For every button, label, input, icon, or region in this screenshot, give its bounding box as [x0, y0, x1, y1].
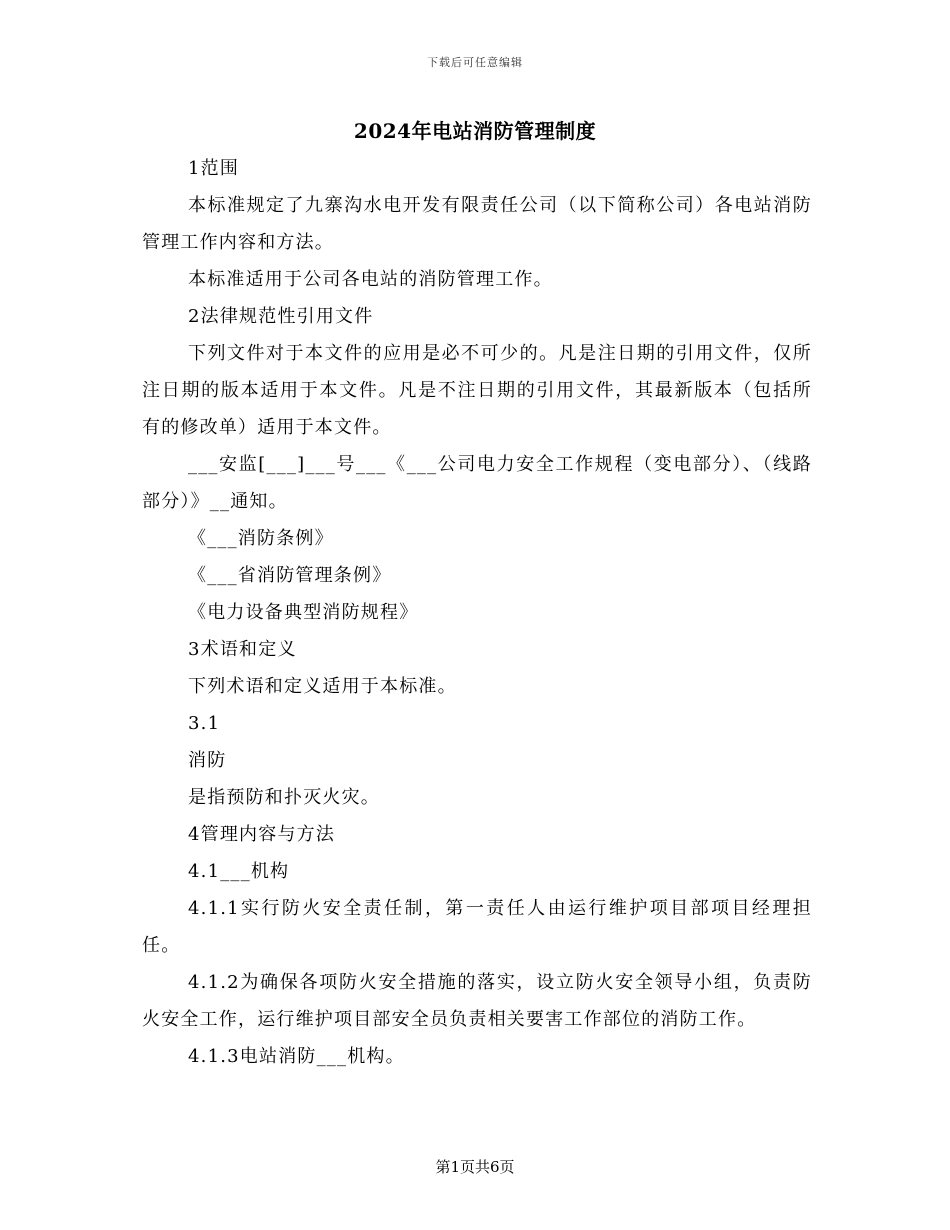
paragraph-clause-4-1-1: 4.1.1实行防火安全责任制，第一责任人由运行维护项目部项目经理担任。: [142, 898, 812, 956]
paragraph-section-3-heading: 3术语和定义: [188, 639, 297, 660]
page-header-note: 下载后可任意编辑: [427, 56, 523, 69]
document-body: [142, 150, 812, 1075]
paragraph-reference-safety-rules: ___安监[___]___号___《___公司电力安全工作规程（变电部分）、（线路部分）》__通知。: [142, 454, 812, 512]
paragraph-reference-provincial-regulation: 《___省消防管理条例》: [188, 565, 392, 586]
paragraph-term-name: 消防: [188, 750, 227, 771]
paragraph-term-number: 3.1: [188, 713, 221, 734]
paragraph-reference-equipment-code: 《电力设备典型消防规程》: [188, 602, 419, 623]
paragraph-term-definition: 是指预防和扑灭火灾。: [188, 787, 380, 808]
document-title: 2024年电站消防管理制度: [353, 119, 597, 143]
paragraph-scope-statement: 本标准规定了九寨沟水电开发有限责任公司（以下简称公司）各电站消防管理工作内容和方法。: [142, 195, 812, 253]
paragraph-clause-4-1-2: 4.1.2为确保各项防火安全措施的落实，设立防火安全领导小组，负责防火安全工作，运行维护项目部安全员负责相关要害工作部位的消防工作。: [142, 972, 812, 1030]
paragraph-clause-4-1-3: 4.1.3电站消防___机构。: [188, 1046, 405, 1067]
paragraph-section-4-heading: 4管理内容与方法: [188, 824, 336, 845]
paragraph-references-intro: 下列文件对于本文件的应用是必不可少的。凡是注日期的引用文件，仅所注日期的版本适用于本文件。凡是不注日期的引用文件，其最新版本（包括所有的修改单）适用于本文件。: [142, 343, 812, 438]
paragraph-terms-intro: 下列术语和定义适用于本标准。: [188, 676, 457, 697]
paragraph-section-4-1-heading: 4.1___机构: [188, 861, 290, 882]
paragraph-section-2-heading: 2法律规范性引用文件: [188, 306, 374, 327]
paragraph-scope-applicability: 本标准适用于公司各电站的消防管理工作。: [188, 269, 553, 290]
page-number: 第1页共6页: [435, 1158, 515, 1176]
paragraph-reference-fire-regulation: 《___消防条例》: [188, 528, 334, 549]
paragraph-section-1-heading: 1范围: [188, 158, 240, 179]
